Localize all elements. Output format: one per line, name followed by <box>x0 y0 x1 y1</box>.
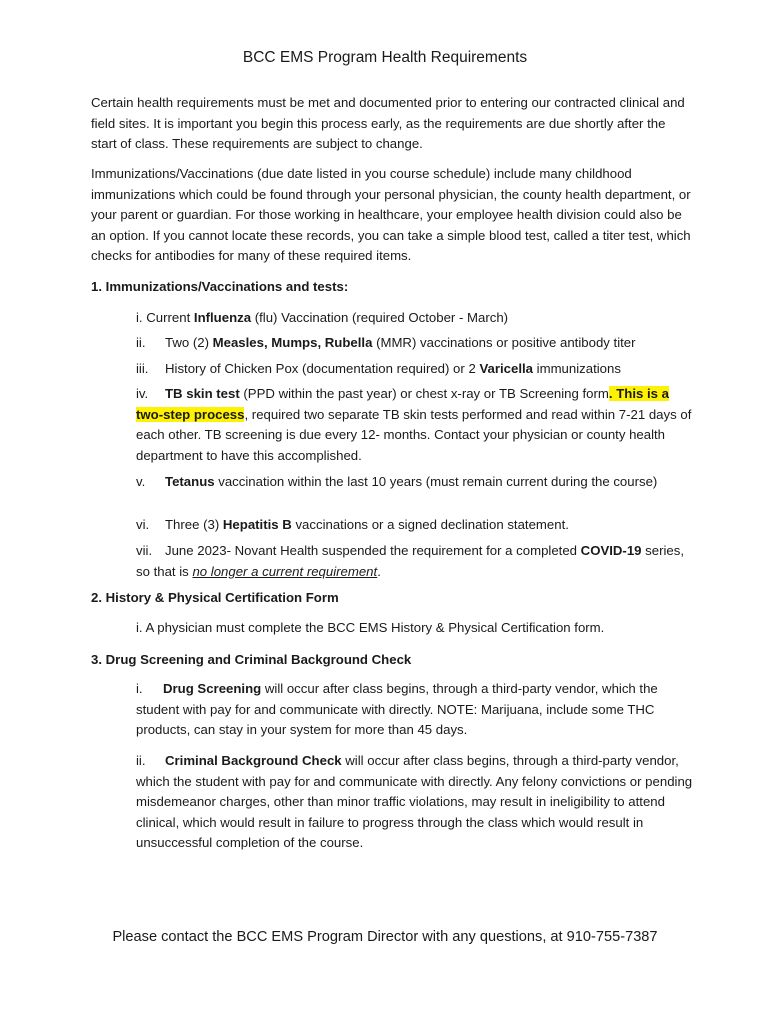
item-number: iv. <box>136 386 149 401</box>
section2-item-i: i. A physician must complete the BCC EMS History & Physical Certification form. <box>136 620 605 635</box>
item-number: i. <box>136 310 143 325</box>
item-number: ii. <box>136 335 146 350</box>
item-number: i. <box>136 681 143 696</box>
section1-item-iv: iv. TB skin test (PPD within the past year) or chest x-ray or TB Screening form. This is a two-step process, required two separate TB skin tests performed and read within 7-21 days of each other. TB screening is due every 12- months. Contact your physician or county health department to have this accomplished. <box>136 386 692 463</box>
section1-item-vii: vii. June 2023- Novant Health suspended the requirement for a completed COVID-19 series, so that is no longer a current requirement. <box>136 543 685 579</box>
footer-contact: Please contact the BCC EMS Program Director with any questions, at 910-755-7387 <box>112 929 658 945</box>
item-number: v. <box>136 474 146 489</box>
section1-item-v: v. Tetanus vaccination within the last 10 years (must remain current during the course) <box>136 472 696 493</box>
underlined-note: no longer a current requirement <box>192 563 378 579</box>
section3-item-i: i. Drug Screening will occur after class begins, through a third-party vendor, which the student with pay for and communicate with directly. NOTE: Marijuana, include some THC products, can stay in your system for more than 45 days. <box>136 681 658 737</box>
section1-item-ii: ii. Two (2) Measles, Mumps, Rubella (MMR) vaccinations or positive antibody titer <box>136 333 696 354</box>
section1-item-iii: iii. History of Chicken Pox (documentation required) or 2 Varicella immunizations <box>136 359 696 380</box>
item-number: i. <box>136 620 143 635</box>
page-title: BCC EMS Program Health Requirements <box>242 49 528 66</box>
section1-item-i: i. Current Influenza (flu) Vaccination (required October - March) <box>136 310 509 325</box>
section3-item-ii: ii. Criminal Background Check will occur after class begins, through a third-party vendor, which the student with pay for and communicate with directly. Any felony convictions or pending misdemeanor charges, other than minor traffic violations, may result in ineligibility to attend clinical, which would result in failure to progress through the class which would result in unsuccessful completion of the course. <box>136 753 693 850</box>
item-number: iii. <box>136 361 149 376</box>
section3-heading: 3. Drug Screening and Criminal Background Check <box>91 652 412 667</box>
highlight-two-step: a two-step process <box>136 386 669 422</box>
section1-heading: 1. Immunizations/Vaccinations and tests: <box>91 279 349 294</box>
section1-item-vi: vi. Three (3) Hepatitis B vaccinations or a signed declination statement. <box>136 515 696 536</box>
item-number: vi. <box>136 517 150 532</box>
immunizations-intro-paragraph: Immunizations/Vaccinations (due date listed in you course schedule) include many childhood immunizations which could be found through your personal physician, the county health department, or your parent or guardian. For those working in healthcare, your employee health division could also be an option. If you cannot locate these records, you can take a simple blood test, called a titer test, which checks for antibodies for many of these required items. <box>91 166 691 263</box>
highlight-this-is: . This is <box>608 386 658 401</box>
item-number: vii. <box>136 543 153 558</box>
intro-paragraph: Certain health requirements must be met and documented prior to entering our contracted clinical and field sites. It is important you begin this process early, as the requirements are due shortly after the start of class. These requirements are subject to change. <box>91 95 685 151</box>
item-number: ii. <box>136 753 146 768</box>
section2-heading: 2. History & Physical Certification Form <box>91 590 339 605</box>
